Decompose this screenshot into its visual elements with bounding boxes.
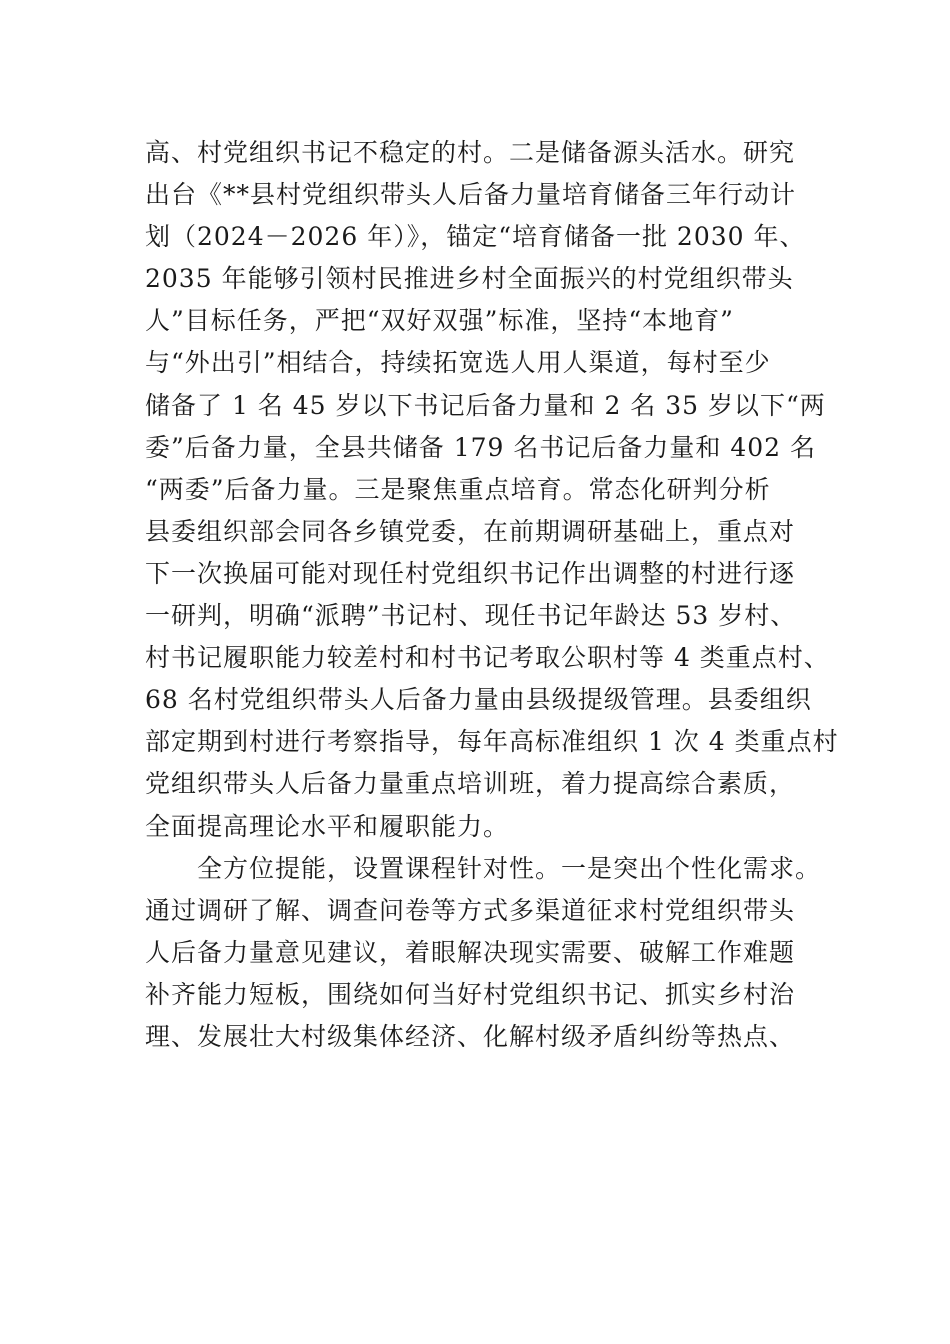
text-line: 理、发展壮大村级集体经济、化解村级矛盾纠纷等热点、	[145, 1021, 796, 1051]
text-line: 党组织带头人后备力量重点培训班，着力提高综合素质，	[145, 769, 796, 799]
text-line: 通过调研了解、调查问卷等方式多渠道征求村党组织带头	[145, 895, 796, 925]
text-line: 补齐能力短板，围绕如何当好村党组织书记、抓实乡村治	[145, 979, 796, 1009]
text-line: 与“外出引”相结合，持续拓宽选人用人渠道，每村至少	[145, 348, 771, 378]
text-line: 委”后备力量，全县共储备 179 名书记后备力量和 402 名	[145, 432, 817, 462]
text-line: 全面提高理论水平和履职能力。	[145, 811, 510, 841]
text-line: 人后备力量意见建议，着眼解决现实需要、破解工作难题	[145, 937, 796, 967]
text-line: “两委”后备力量。三是聚焦重点培育。常态化研判分析	[145, 474, 771, 504]
text-line: 储备了 1 名 45 岁以下书记后备力量和 2 名 35 岁以下“两	[145, 390, 826, 420]
text-line: 出台《**县村党组织带头人后备力量培育储备三年行动计	[145, 180, 797, 210]
body-text	[145, 132, 839, 1058]
text-line: 人”目标任务，严把“双好双强”标准，坚持“本地育”	[145, 306, 734, 336]
text-line: 部定期到村进行考察指导，每年高标准组织 1 次 4 类重点村	[145, 727, 839, 757]
text-line: 2035 年能够引领村民推进乡村全面振兴的村党组织带头	[145, 264, 794, 294]
text-line: 高、村党组织书记不稳定的村。二是储备源头活水。研究	[145, 138, 796, 167]
text-line: 一研判，明确“派聘”书记村、现任书记年龄达 53 岁村、	[145, 601, 797, 631]
text-line: 下一次换届可能对现任村党组织书记作出调整的村进行逐	[145, 558, 796, 588]
text-line: 全方位提能，设置课程针对性。一是突出个性化需求。	[145, 853, 822, 883]
text-line: 县委组织部会同各乡镇党委，在前期调研基础上，重点对	[145, 516, 796, 546]
text-line: 68 名村党组织带头人后备力量由县级提级管理。县委组织	[145, 685, 812, 715]
text-line: 划（2024－2026 年）》，锚定“培育储备一批 2030 年、	[145, 222, 806, 252]
text-line: 村书记履职能力较差村和村书记考取公职村等 4 类重点村、	[145, 643, 830, 673]
